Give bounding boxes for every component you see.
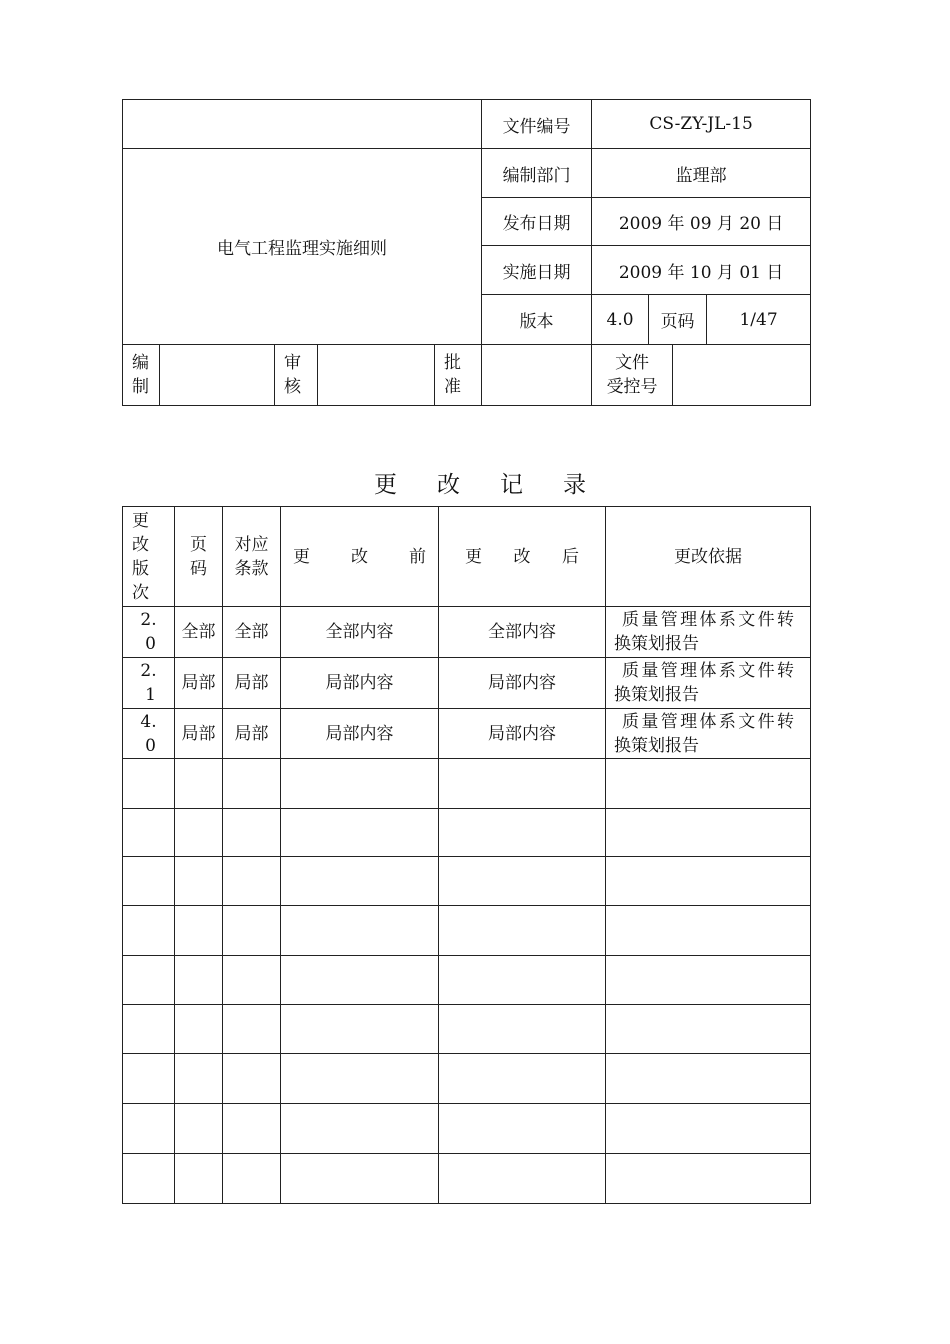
empty-cell — [175, 1154, 223, 1204]
empty-cell — [439, 906, 606, 956]
row-basis-line2: 换策划报告 — [614, 735, 699, 756]
row-basis-line1: 质量管理体系文件转 — [622, 661, 794, 681]
empty-cell — [281, 956, 439, 1005]
empty-cell — [281, 809, 439, 857]
approve-label — [435, 345, 482, 406]
empty-row — [123, 956, 811, 1005]
page-value: 1/47 — [707, 295, 811, 345]
publish-date-label: 发布日期 — [482, 198, 592, 246]
approve-label-line1: 批 — [444, 353, 461, 373]
empty-cell — [439, 857, 606, 906]
dept-label: 编制部门 — [482, 149, 592, 198]
empty-cell — [175, 956, 223, 1005]
empty-cell — [223, 1104, 281, 1154]
empty-cell — [281, 906, 439, 956]
control-no-label-line1: 文件 — [615, 353, 650, 373]
table-row — [123, 658, 811, 709]
doc-title: 电气工程监理实施细则 — [123, 149, 482, 345]
effective-date-value: 2009 年 10 月 01 日 — [592, 246, 811, 295]
empty-cell — [123, 956, 175, 1005]
page-label: 页码 — [649, 295, 707, 345]
empty-cell — [223, 1005, 281, 1054]
header-page — [175, 507, 223, 607]
header-before-char3: 前 — [409, 546, 426, 567]
empty-cell — [223, 759, 281, 809]
empty-cell — [175, 906, 223, 956]
doc-no-value: CS-ZY-JL-15 — [592, 100, 811, 149]
header-version-char4: 次 — [132, 582, 149, 603]
approve-value — [482, 345, 592, 406]
empty-cell — [281, 1005, 439, 1054]
row-after: 局部内容 — [439, 709, 606, 759]
control-no-label-line2: 受控号 — [606, 377, 658, 397]
header-page-char1: 页 — [190, 534, 207, 555]
control-no-label — [592, 345, 673, 406]
row-version-line2: 0 — [145, 735, 156, 756]
row-version — [123, 607, 175, 658]
row-basis-line2: 换策划报告 — [614, 634, 699, 654]
control-no-value — [673, 345, 811, 406]
empty-cell — [175, 809, 223, 857]
empty-cell — [223, 1054, 281, 1104]
table-row — [123, 709, 811, 759]
empty-cell — [606, 857, 811, 906]
review-label-line1: 审 — [284, 353, 301, 373]
empty-cell — [439, 809, 606, 857]
empty-cell — [175, 857, 223, 906]
empty-cell — [439, 759, 606, 809]
empty-cell — [123, 906, 175, 956]
row-basis-line1: 质量管理体系文件转 — [622, 711, 794, 732]
empty-cell — [123, 857, 175, 906]
header-version-char2: 改 — [132, 534, 149, 555]
empty-cell — [175, 1104, 223, 1154]
compile-label-line2: 制 — [132, 377, 149, 397]
row-clause: 局部 — [223, 709, 281, 759]
empty-cell — [223, 956, 281, 1005]
empty-cell — [606, 759, 811, 809]
row-version-line2: 0 — [145, 634, 156, 654]
row-before: 全部内容 — [281, 607, 439, 658]
doc-no-label: 文件编号 — [482, 100, 592, 149]
empty-cell — [606, 1005, 811, 1054]
change-record-title: 更改记录 — [374, 472, 626, 498]
empty-cell — [123, 759, 175, 809]
empty-row — [123, 809, 811, 857]
empty-cell — [606, 906, 811, 956]
empty-cell — [281, 1154, 439, 1204]
empty-cell — [223, 857, 281, 906]
empty-row — [123, 1154, 811, 1204]
review-label — [275, 345, 318, 406]
empty-cell — [439, 1104, 606, 1154]
empty-cell — [281, 1054, 439, 1104]
empty-cell — [223, 809, 281, 857]
header-page-char2: 码 — [190, 558, 207, 579]
row-basis-line1: 质量管理体系文件转 — [622, 610, 794, 630]
effective-date-label: 实施日期 — [482, 246, 592, 295]
empty-row — [123, 906, 811, 956]
dept-value: 监理部 — [592, 149, 811, 198]
header-version — [123, 507, 175, 607]
header-before-char2: 改 — [351, 546, 368, 567]
empty-cell — [439, 1005, 606, 1054]
row-version — [123, 658, 175, 709]
header-clause-line1: 对应 — [234, 534, 269, 555]
header-clause — [223, 507, 281, 607]
empty-cell — [439, 1054, 606, 1104]
row-version-line1: 4. — [140, 711, 157, 732]
empty-cell — [123, 1054, 175, 1104]
header-after-char3: 后 — [562, 546, 579, 567]
empty-cell — [439, 1154, 606, 1204]
row-basis — [606, 607, 811, 658]
header-after — [439, 507, 606, 607]
empty-cell — [281, 857, 439, 906]
header-clause-line2: 条款 — [234, 558, 269, 579]
empty-row — [123, 857, 811, 906]
row-version-line1: 2. — [140, 661, 157, 681]
empty-cell — [281, 1104, 439, 1154]
empty-row — [123, 1104, 811, 1154]
row-version — [123, 709, 175, 759]
empty-cell — [123, 1154, 175, 1204]
approve-label-line2: 准 — [444, 377, 461, 397]
row-after: 局部内容 — [439, 658, 606, 709]
header-before — [281, 507, 439, 607]
header-version-char1: 更 — [132, 510, 149, 531]
empty-cell — [439, 956, 606, 1005]
empty-row — [123, 1005, 811, 1054]
empty-cell — [606, 809, 811, 857]
row-page: 全部 — [175, 607, 223, 658]
row-basis — [606, 658, 811, 709]
header-before-char1: 更 — [293, 546, 310, 567]
empty-cell — [223, 1154, 281, 1204]
header-basis: 更改依据 — [606, 507, 811, 607]
empty-cell — [281, 759, 439, 809]
empty-cell — [175, 1054, 223, 1104]
row-version-line2: 1 — [145, 685, 156, 705]
row-clause: 局部 — [223, 658, 281, 709]
empty-cell — [606, 956, 811, 1005]
version-value: 4.0 — [592, 295, 649, 345]
empty-cell — [123, 1005, 175, 1054]
header-blank-cell — [123, 100, 482, 149]
change-record-table — [122, 506, 811, 1204]
change-record-header-row — [123, 507, 811, 607]
header-after-char1: 更 — [465, 546, 482, 567]
empty-cell — [606, 1154, 811, 1204]
header-version-char3: 版 — [132, 558, 149, 579]
compile-label — [123, 345, 160, 406]
compile-label-line1: 编 — [132, 353, 149, 373]
version-label: 版本 — [482, 295, 592, 345]
row-after: 全部内容 — [439, 607, 606, 658]
row-version-line1: 2. — [140, 610, 157, 630]
empty-row — [123, 1054, 811, 1104]
empty-cell — [175, 759, 223, 809]
empty-row — [123, 759, 811, 809]
empty-cell — [175, 1005, 223, 1054]
empty-cell — [223, 906, 281, 956]
row-basis-line2: 换策划报告 — [614, 685, 699, 705]
publish-date-value: 2009 年 09 月 20 日 — [592, 198, 811, 246]
empty-cell — [123, 809, 175, 857]
empty-cell — [606, 1104, 811, 1154]
table-row — [123, 607, 811, 658]
compile-value — [160, 345, 275, 406]
row-before: 局部内容 — [281, 709, 439, 759]
row-basis — [606, 709, 811, 759]
row-clause: 全部 — [223, 607, 281, 658]
review-value — [318, 345, 435, 406]
row-page: 局部 — [175, 709, 223, 759]
document-header-table — [122, 99, 811, 406]
header-after-char2: 改 — [513, 546, 531, 567]
empty-cell — [123, 1104, 175, 1154]
empty-cell — [606, 1054, 811, 1104]
review-label-line2: 核 — [284, 377, 301, 397]
row-page: 局部 — [175, 658, 223, 709]
row-before: 局部内容 — [281, 658, 439, 709]
